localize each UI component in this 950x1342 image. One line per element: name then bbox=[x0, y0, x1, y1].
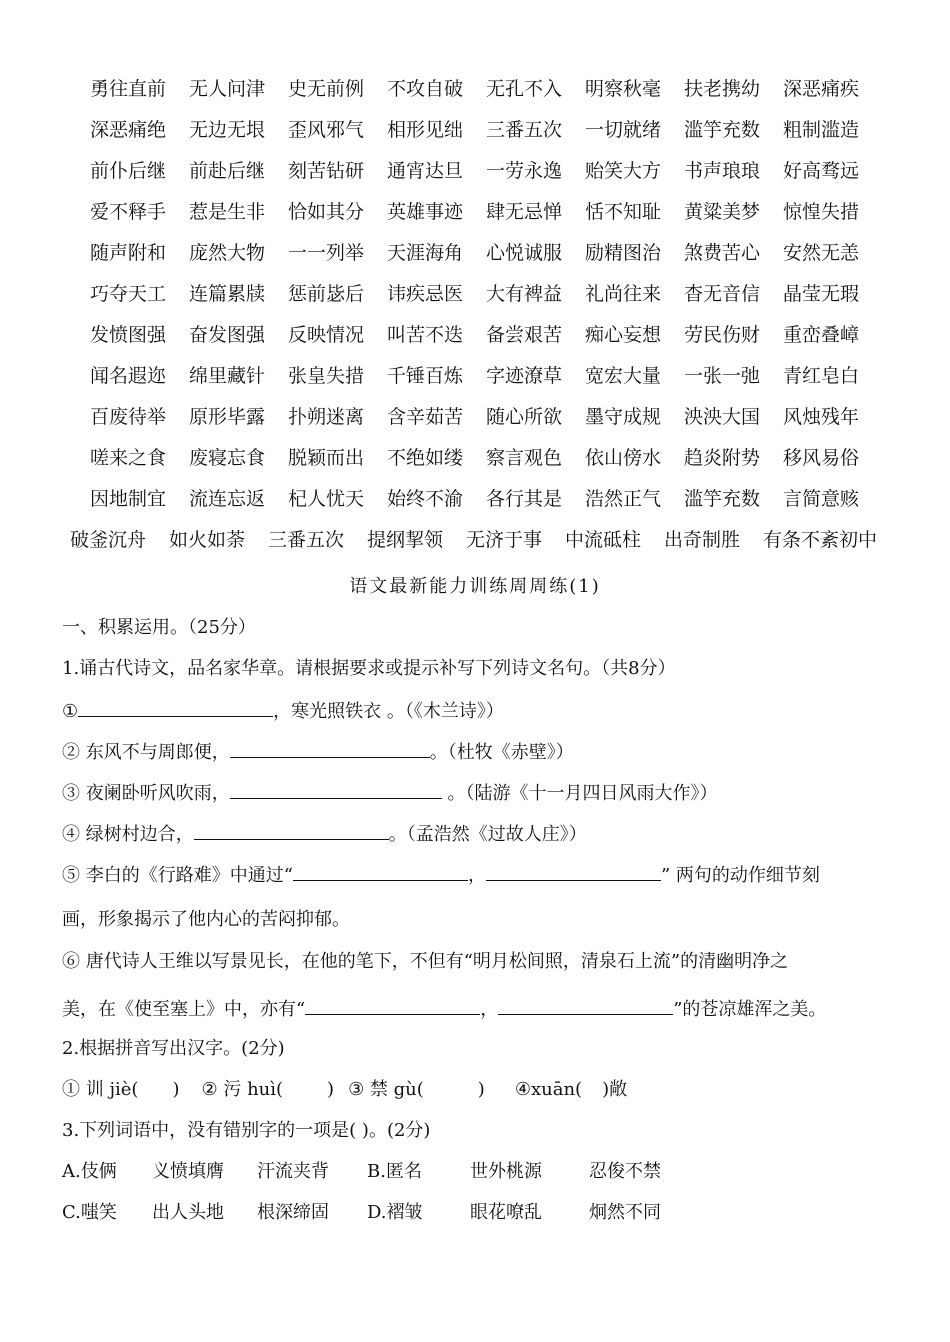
idiom-item: 好高骛远 bbox=[783, 160, 860, 182]
pinyin-item-2: ② 污 huì( bbox=[201, 1079, 284, 1100]
idiom-item: 含辛茹苦 bbox=[387, 406, 464, 428]
idiom-item: 叫苦不迭 bbox=[387, 324, 464, 346]
idiom-item: 移风易俗 bbox=[783, 447, 860, 469]
idiom-item: 奋发图强 bbox=[189, 324, 266, 346]
idiom-item: 原形毕露 bbox=[189, 406, 266, 428]
answer-blank[interactable] bbox=[486, 860, 661, 881]
question-1-item-6-continued bbox=[62, 994, 826, 1024]
question-3-options-cd bbox=[62, 1199, 762, 1227]
idiom-item: 粗制滥造 bbox=[783, 119, 860, 141]
idiom-item: 煞费苦心 bbox=[684, 242, 761, 264]
idiom-item: 泱泱大国 bbox=[684, 406, 761, 428]
idiom-item: 心悦诚服 bbox=[486, 242, 563, 264]
idiom-item: 励精图治 bbox=[585, 242, 662, 264]
idiom-item: 明察秋毫 bbox=[585, 78, 662, 100]
idiom-item: 勇往直前 bbox=[90, 78, 167, 100]
item-text: ⑤ 李白的《行路难》中通过“ bbox=[62, 865, 293, 886]
item-text: ，寒光照铁衣 。（《木兰诗》） bbox=[273, 701, 504, 722]
idiom-item: 浩然正气 bbox=[585, 488, 662, 510]
idiom-item: 扶老携幼 bbox=[684, 78, 761, 100]
option-text: B.匿名 bbox=[367, 1161, 422, 1182]
idiom-item: 连篇累牍 bbox=[189, 283, 266, 305]
idiom-item: 书声琅琅 bbox=[684, 160, 761, 182]
question-2-items bbox=[62, 1076, 627, 1104]
answer-blank[interactable] bbox=[498, 994, 673, 1015]
idiom-item: 深恶痛疾 bbox=[783, 78, 860, 100]
option-text: 炯然不同 bbox=[589, 1202, 661, 1223]
idiom-item: 嗟来之食 bbox=[90, 447, 167, 469]
question-1-item-5 bbox=[62, 860, 820, 890]
option-text: 眼花嘹乱 bbox=[470, 1202, 542, 1223]
idiom-item: 大有裨益 bbox=[486, 283, 563, 305]
paren-close: ) bbox=[172, 1079, 180, 1100]
idiom-item: 破釜沉舟 bbox=[70, 529, 147, 551]
item-text: 。（孟浩然《过故人庄》） bbox=[388, 824, 587, 845]
question-1-item-6: ⑥ 唐代诗人王维以写景见长，在他的笔下，不但有“明月松间照，清泉石上流”的清幽明净之 bbox=[62, 951, 789, 972]
idiom-item: 史无前例 bbox=[288, 78, 365, 100]
answer-blank[interactable] bbox=[78, 696, 273, 717]
question-3-options-ab bbox=[62, 1158, 762, 1186]
item-text: ， bbox=[480, 999, 499, 1020]
idiom-item: 三番五次 bbox=[268, 529, 345, 551]
idiom-item: 肆无忌惮 bbox=[486, 201, 563, 223]
item-text: ” 两句的动作细节刻 bbox=[660, 865, 820, 886]
idiom-item: 墨守成规 bbox=[585, 406, 662, 428]
idiom-item: 歪风邪气 bbox=[288, 119, 365, 141]
idiom-item: 刻苦钻研 bbox=[288, 160, 365, 182]
question-1-stem: 1.诵古代诗文，品名家华章。请根据要求或提示补写下列诗文名句。（共8分） bbox=[62, 658, 676, 679]
idiom-item: 不攻自破 bbox=[387, 78, 464, 100]
idiom-item: 相形见绌 bbox=[387, 119, 464, 141]
option-text: A.伎俩 bbox=[62, 1161, 117, 1182]
idiom-item: 始终不渝 bbox=[387, 488, 464, 510]
item-text: ④ 绿树村边合， bbox=[62, 824, 194, 845]
item-text: 。（杜牧《赤壁》） bbox=[429, 742, 574, 763]
idiom-item: 备尝艰苦 bbox=[486, 324, 563, 346]
option-text: D.褶皱 bbox=[367, 1202, 423, 1223]
idiom-item: 重峦叠嶂 bbox=[783, 324, 860, 346]
item-text: ③ 夜阑卧听风吹雨， bbox=[62, 783, 230, 804]
idiom-item: 绵里藏针 bbox=[189, 365, 266, 387]
idiom-item: 言简意赅 bbox=[783, 488, 860, 510]
idiom-item: 滥竽充数 bbox=[684, 488, 761, 510]
idiom-item: 痴心妄想 bbox=[585, 324, 662, 346]
idiom-item: 深恶痛绝 bbox=[90, 119, 167, 141]
idiom-item: 滥竽充数 bbox=[684, 119, 761, 141]
idiom-item: 中流砥柱 bbox=[565, 529, 642, 551]
idiom-item: 随声附和 bbox=[90, 242, 167, 264]
idiom-item: 前仆后继 bbox=[90, 160, 167, 182]
idiom-item: 一劳永逸 bbox=[486, 160, 563, 182]
idiom-item: 黄粱美梦 bbox=[684, 201, 761, 223]
idiom-item: 百废待举 bbox=[90, 406, 167, 428]
idiom-item: 字迹潦草 bbox=[486, 365, 563, 387]
idiom-item: 千锤百炼 bbox=[387, 365, 464, 387]
idiom-item: 不绝如缕 bbox=[387, 447, 464, 469]
question-1-item-2 bbox=[62, 737, 574, 767]
pinyin-item-4-end: )敞 bbox=[602, 1079, 628, 1100]
pinyin-item-3: ③ 禁 gù( bbox=[348, 1079, 424, 1100]
idiom-item: 恬不知耻 bbox=[585, 201, 662, 223]
option-text: 根深缔固 bbox=[257, 1202, 329, 1223]
idiom-item: 风烛残年 bbox=[783, 406, 860, 428]
idiom-item: 趋炎附势 bbox=[684, 447, 761, 469]
pinyin-item-1: ① 训 jiè( bbox=[62, 1079, 139, 1100]
idiom-item: 青红皂白 bbox=[783, 365, 860, 387]
idiom-item: 通宵达旦 bbox=[387, 160, 464, 182]
idiom-item: 有条不紊初中 bbox=[763, 529, 878, 551]
section-heading: 一、积累运用。（25分） bbox=[62, 617, 256, 638]
idiom-item: 爱不释手 bbox=[90, 201, 167, 223]
idiom-item: 贻笑大方 bbox=[585, 160, 662, 182]
answer-blank[interactable] bbox=[293, 860, 468, 881]
idiom-item: 废寝忘食 bbox=[189, 447, 266, 469]
idiom-item: 张皇失措 bbox=[288, 365, 365, 387]
idiom-item: 无边无垠 bbox=[189, 119, 266, 141]
answer-blank[interactable] bbox=[230, 778, 442, 799]
item-text: 美，在《使至塞上》中，亦有“ bbox=[62, 999, 306, 1020]
idiom-item: 各行其是 bbox=[486, 488, 563, 510]
idiom-item: 三番五次 bbox=[486, 119, 563, 141]
idiom-item: 劳民伤财 bbox=[684, 324, 761, 346]
idiom-item: 惩前毖后 bbox=[288, 283, 365, 305]
item-marker: ① bbox=[62, 701, 79, 722]
idiom-item: 如火如荼 bbox=[169, 529, 246, 551]
idiom-item: 杳无音信 bbox=[684, 283, 761, 305]
idiom-item: 讳疾忌医 bbox=[387, 283, 464, 305]
option-text: C.嗤笑 bbox=[62, 1202, 117, 1223]
answer-blank[interactable] bbox=[230, 737, 430, 758]
idiom-item: 天涯海角 bbox=[387, 242, 464, 264]
idiom-item: 察言观色 bbox=[486, 447, 563, 469]
idiom-item: 惹是生非 bbox=[189, 201, 266, 223]
answer-blank[interactable] bbox=[305, 994, 480, 1015]
idiom-item: 英雄事迹 bbox=[387, 201, 464, 223]
idiom-item: 一张一弛 bbox=[684, 365, 761, 387]
idiom-item: 发愤图强 bbox=[90, 324, 167, 346]
idiom-item: 无孔不入 bbox=[486, 78, 563, 100]
question-1-item-5-continued: 画，形象揭示了他内心的苦闷抑郁。 bbox=[62, 909, 350, 930]
option-text: 出人头地 bbox=[152, 1202, 224, 1223]
question-2-stem: 2.根据拼音写出汉字。(2分) bbox=[62, 1038, 285, 1059]
idiom-item: 杞人忧天 bbox=[288, 488, 365, 510]
option-text: 汗流夹背 bbox=[257, 1161, 329, 1182]
idiom-item: 提纲挈领 bbox=[367, 529, 444, 551]
idiom-item: 宽宏大量 bbox=[585, 365, 662, 387]
paren-close: ) bbox=[327, 1079, 335, 1100]
answer-blank[interactable] bbox=[194, 819, 389, 840]
idiom-item: 晶莹无瑕 bbox=[783, 283, 860, 305]
pinyin-item-4: ④xuān( bbox=[514, 1079, 583, 1100]
page-title: 语文最新能力训练周周练(1) bbox=[349, 576, 601, 597]
idiom-item: 反映情况 bbox=[288, 324, 365, 346]
idiom-item: 一切就绪 bbox=[585, 119, 662, 141]
idiom-item: 前赴后继 bbox=[189, 160, 266, 182]
idiom-item: 依山傍水 bbox=[585, 447, 662, 469]
idiom-item: 无济于事 bbox=[466, 529, 543, 551]
option-text: 义愤填膺 bbox=[152, 1161, 224, 1182]
question-3-stem: 3.下列词语中，没有错别字的一项是( )。(2分) bbox=[62, 1120, 431, 1141]
option-text: 世外桃源 bbox=[470, 1161, 542, 1182]
idiom-item: 无人问津 bbox=[189, 78, 266, 100]
idiom-item: 恰如其分 bbox=[288, 201, 365, 223]
idiom-item: 安然无恙 bbox=[783, 242, 860, 264]
idiom-item: 闻名遐迩 bbox=[90, 365, 167, 387]
idiom-item: 出奇制胜 bbox=[664, 529, 741, 551]
item-text: ”的苍凉雄浑之美。 bbox=[673, 999, 827, 1020]
item-text: ， bbox=[467, 865, 486, 886]
idiom-item: 扑朔迷离 bbox=[288, 406, 365, 428]
question-1-item-4 bbox=[62, 819, 587, 849]
item-text: 。（陆游《十一月四日风雨大作》） bbox=[441, 783, 718, 804]
paren-close: ) bbox=[477, 1079, 485, 1100]
idiom-item: 因地制宜 bbox=[90, 488, 167, 510]
idiom-item: 惊惶失措 bbox=[783, 201, 860, 223]
idiom-item: 随心所欲 bbox=[486, 406, 563, 428]
idiom-item: 巧夺天工 bbox=[90, 283, 167, 305]
item-text: ② 东风不与周郎便， bbox=[62, 742, 230, 763]
idiom-item: 庞然大物 bbox=[189, 242, 266, 264]
idiom-item: 脱颖而出 bbox=[288, 447, 365, 469]
idiom-item: 礼尚往来 bbox=[585, 283, 662, 305]
question-1-item-3 bbox=[62, 778, 717, 808]
idiom-item: 一一列举 bbox=[288, 242, 365, 264]
idiom-item: 流连忘返 bbox=[189, 488, 266, 510]
option-text: 忍俊不禁 bbox=[589, 1161, 661, 1182]
question-1-item-1 bbox=[62, 696, 504, 726]
